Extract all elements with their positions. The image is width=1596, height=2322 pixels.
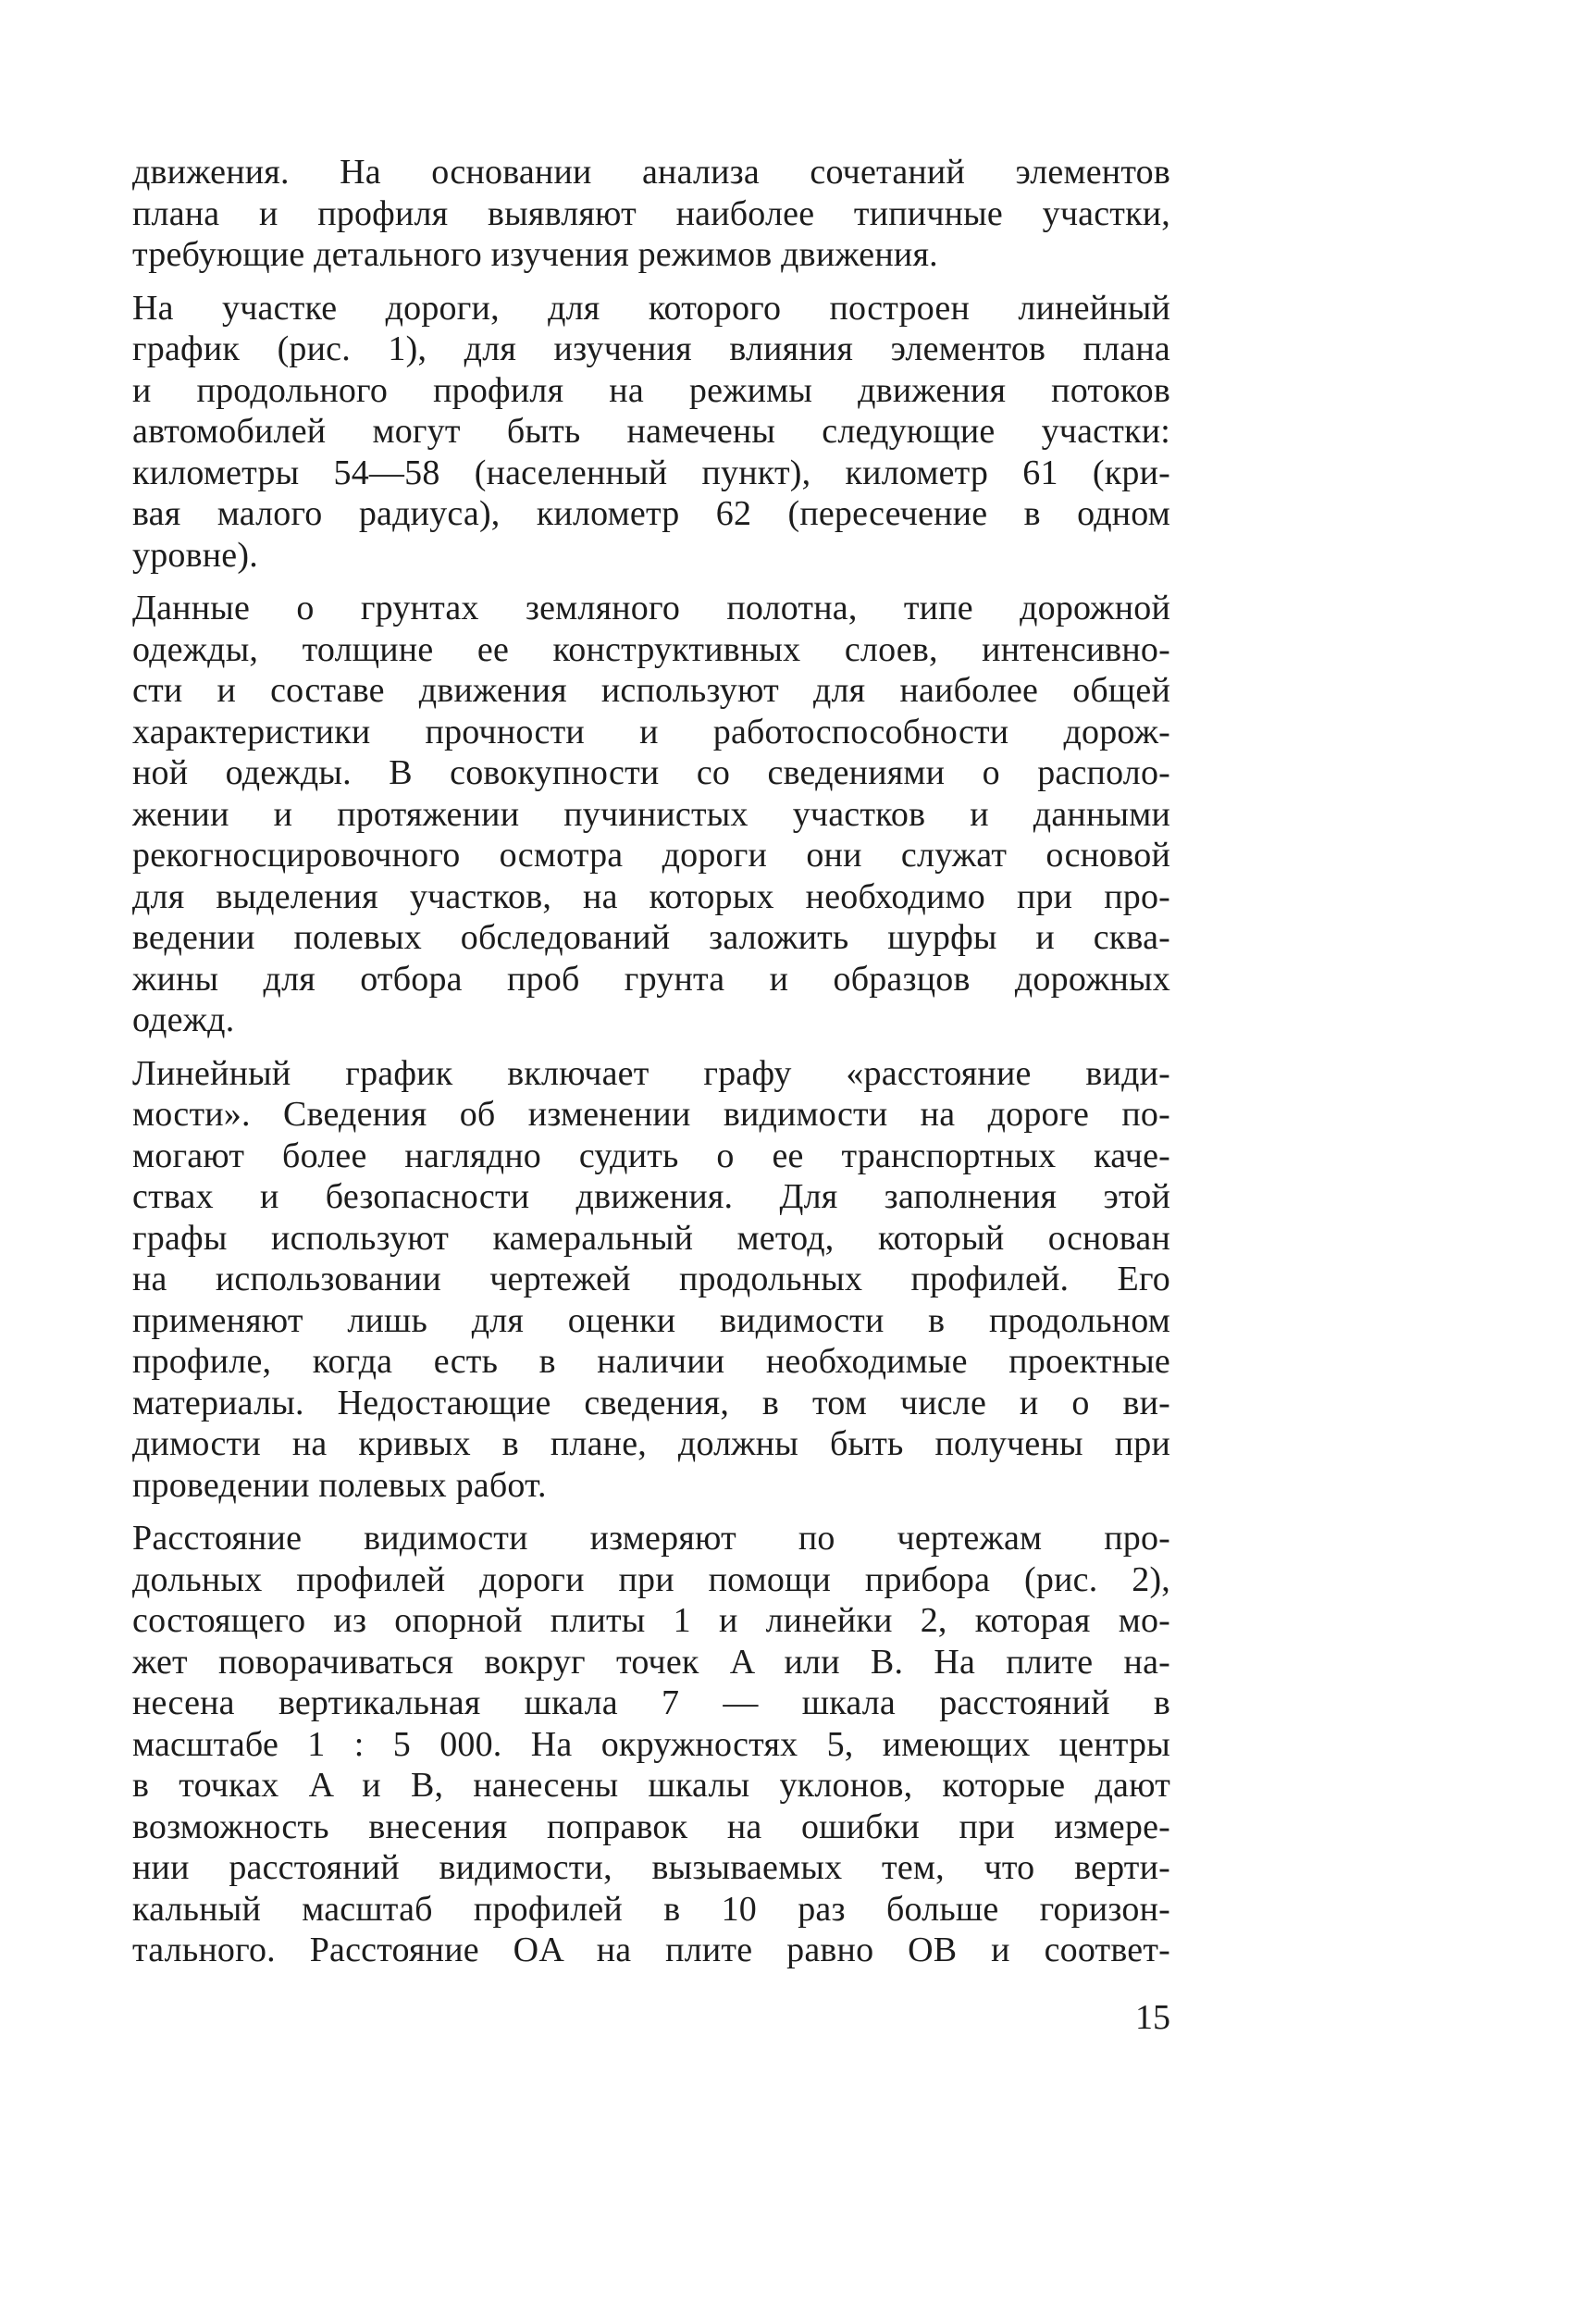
text-line: сти и составе движения используют для наиболее общей xyxy=(132,671,1170,710)
text-line: На участке дороги, для которого построен линейный xyxy=(132,288,1170,328)
body-text xyxy=(132,152,1170,1983)
text-line: одежд. xyxy=(132,1000,235,1039)
text-line: проведении полевых работ. xyxy=(132,1465,547,1505)
text-line: жении и протяжении пучинистых участков и данными xyxy=(132,794,1170,834)
text-line: требующие детального изучения режимов движения. xyxy=(132,235,938,274)
text-line: кальный масштаб профилей в 10 раз больше горизон- xyxy=(132,1889,1170,1929)
text-line: масштабе 1 : 5 000. На окружностях 5, имеющих центры xyxy=(132,1724,1170,1764)
text-line: и продольного профиля на режимы движения потоков xyxy=(132,370,1170,410)
text-line: автомобилей могут быть намечены следующие участки: xyxy=(132,412,1170,451)
text-line: график (рис. 1), для изучения влияния элементов плана xyxy=(132,329,1170,368)
paragraph xyxy=(132,152,1170,276)
text-line: для выделения участков, на которых необходимо при про- xyxy=(132,876,1170,916)
text-line: ведении полевых обследований заложить шурфы и сква- xyxy=(132,918,1170,957)
text-line: материалы. Недостающие сведения, в том числе и о ви- xyxy=(132,1383,1170,1422)
paragraph xyxy=(132,1053,1170,1507)
text-line: вая малого радиуса), километр 62 (пересечение в одном xyxy=(132,494,1170,533)
text-line: Данные о грунтах земляного полотна, типе дорожной xyxy=(132,589,1170,627)
text-line: ной одежды. В совокупности со сведениями о располо- xyxy=(132,753,1170,792)
text-line: движения. На основании анализа сочетаний элементов xyxy=(132,153,1170,192)
text-line: состоящего из опорной плиты 1 и линейки 2, которая мо- xyxy=(132,1601,1170,1640)
text-line: нии расстояний видимости, вызываемых тем, что верти- xyxy=(132,1848,1170,1887)
text-line: профиле, когда есть в наличии необходимые проектные xyxy=(132,1342,1170,1381)
text-line: мости». Сведения об изменении видимости на дороге по- xyxy=(132,1095,1170,1134)
text-line: километры 54—58 (населенный пункт), километр 61 (кри- xyxy=(132,453,1170,492)
text-line: ствах и безопасности движения. Для заполнения этой xyxy=(132,1177,1170,1216)
text-line: Линейный график включает графу «расстояние види- xyxy=(132,1053,1170,1093)
paragraph xyxy=(132,288,1170,577)
text-line: рекогносцировочного осмотра дороги они служат основой xyxy=(132,836,1170,875)
text-line: несена вертикальная шкала 7 — шкала расстояний в xyxy=(132,1683,1170,1722)
text-line: возможность внесения поправок на ошибки при измере- xyxy=(132,1807,1170,1846)
text-line: тального. Расстояние OA на плите равно OB и соответ- xyxy=(132,1931,1170,1969)
paragraph xyxy=(132,1518,1170,1971)
text-line: на использовании чертежей продольных профилей. Его xyxy=(132,1260,1170,1298)
text-line: применяют лишь для оценки видимости в продольном xyxy=(132,1300,1170,1340)
text-line: уровне). xyxy=(132,535,258,575)
text-line: дольных профилей дороги при помощи прибора (рис. 2), xyxy=(132,1559,1170,1599)
paragraph xyxy=(132,588,1170,1041)
text-line: в точках A и B, нанесены шкалы уклонов, которые дают xyxy=(132,1766,1170,1805)
text-line: могают более наглядно судить о ее транспортных каче- xyxy=(132,1136,1170,1175)
text-line: характеристики прочности и работоспособности дорож- xyxy=(132,712,1170,751)
page-number: 15 xyxy=(1135,1998,1170,2037)
text-line: жет поворачиваться вокруг точек A или B. На плите на- xyxy=(132,1642,1170,1682)
text-line: одежды, толщине ее конструктивных слоев, интенсивно- xyxy=(132,629,1170,669)
text-line: димости на кривых в плане, должны быть получены при xyxy=(132,1424,1170,1463)
text-line: жины для отбора проб грунта и образцов дорожных xyxy=(132,959,1170,999)
text-line: графы используют камеральный метод, который основан xyxy=(132,1218,1170,1258)
text-line: плана и профиля выявляют наиболее типичные участки, xyxy=(132,193,1170,233)
text-line: Расстояние видимости измеряют по чертежам про- xyxy=(132,1519,1170,1558)
